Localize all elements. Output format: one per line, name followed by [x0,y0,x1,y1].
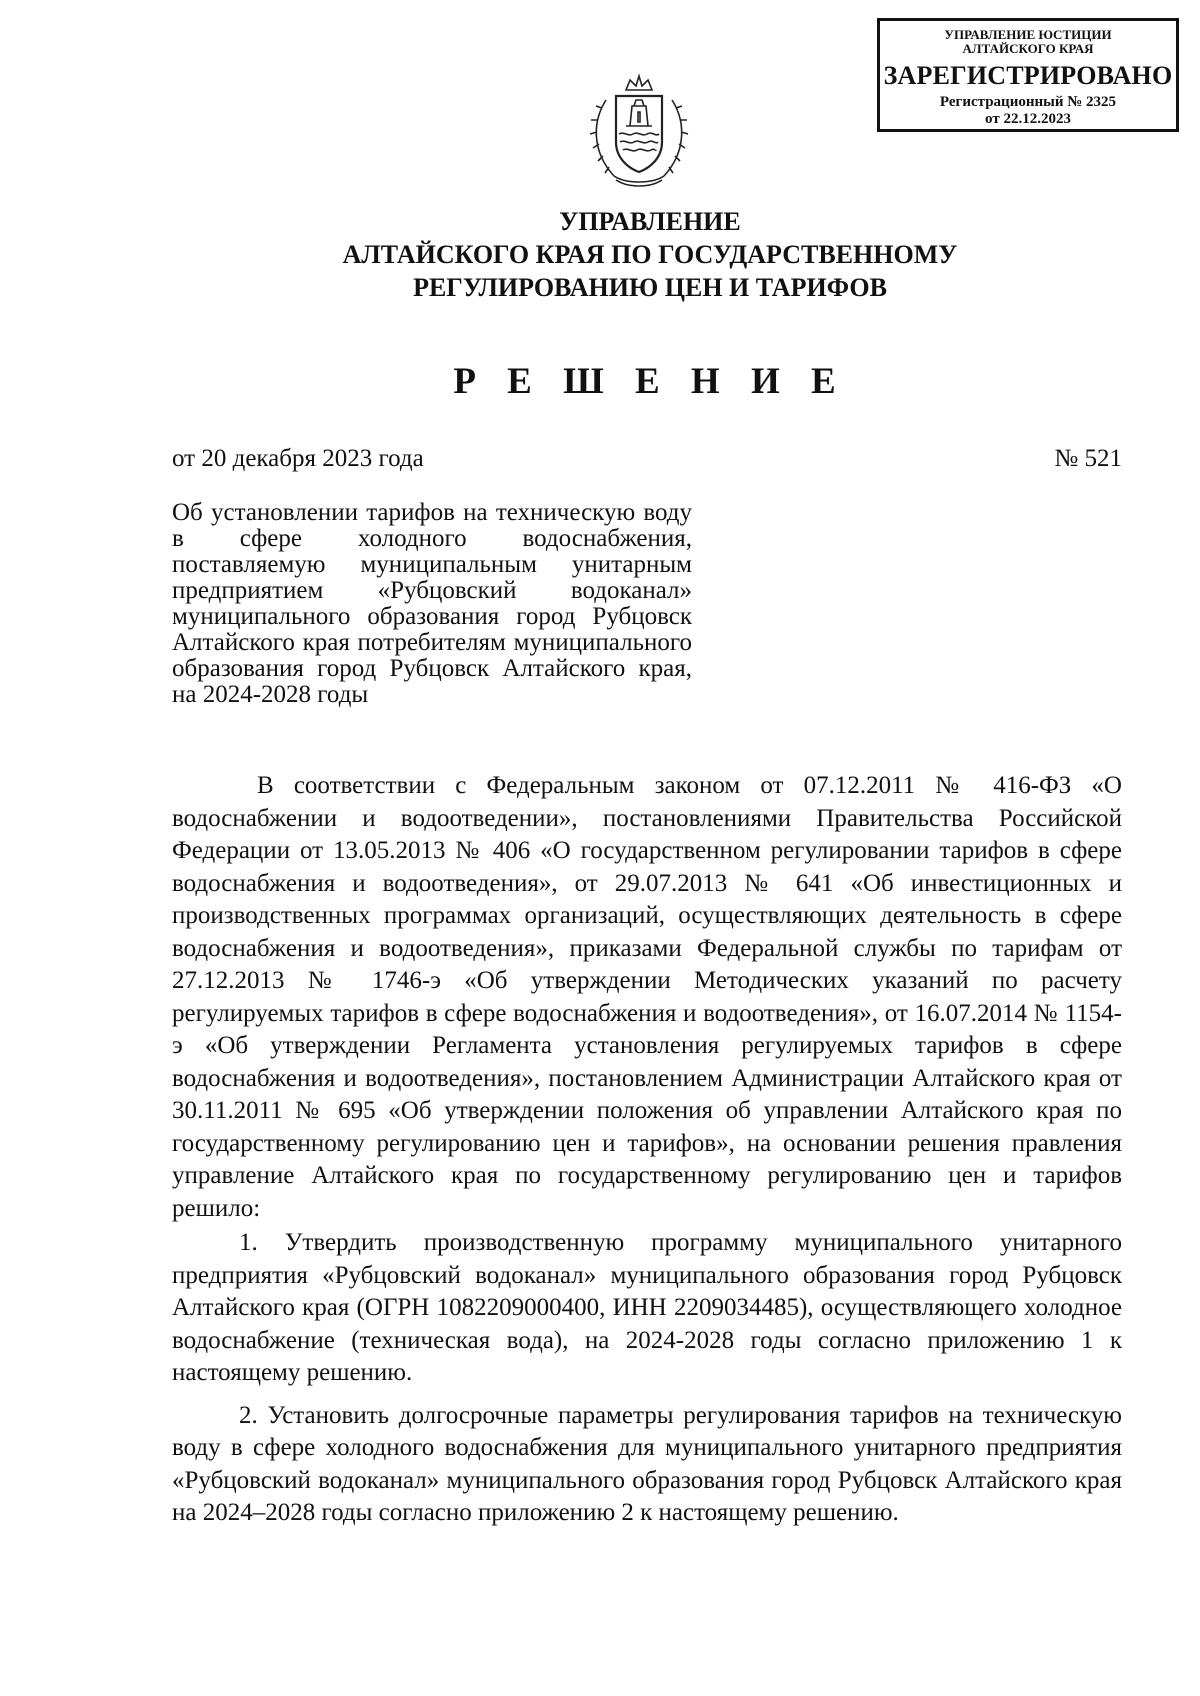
stamp-registration-number: Регистрационный № 2325 [939,94,1117,110]
document-number: № 521 [1054,445,1122,472]
registration-stamp [877,18,1179,132]
issuing-authority-header [200,205,1100,304]
resolution-item-1: 1. Утвердить производственную программу муниципального унитарного предприятия «Рубцовский водоканал» муниципального образования город Рубцовск Алтайского края (ОГРН 1082209000400, ИНН 2209034485), осуществляющего холодное водоснабжение (техническая вода), на 2024-2028 годы согласно приложению 1 к настоящему решению. [172,1229,1122,1386]
preamble-paragraph: В соответствии с Федеральным законом от 07.12.2011 № 416-ФЗ «О водоснабжении и водоотведении», постановлениями Правительства Российской Федерации от 13.05.2013 № 406 «О государственном регулировании тарифов в сфере водоснабжения и водоотведения», от 29.07.2013 № 641 «Об инвестиционных и производственных программах организаций, осуществляющих деятельность в сфере водоснабжения и водоотведения», приказами Федеральной службы по тарифам от 27.12.2013 № 1746-э «Об утверждении Методических указаний по расчету регулируемых тарифов в сфере водоснабжения и водоотведения», от 16.07.2014 № 1154-э «Об утверждении Регламента установления регулируемых тарифов в сфере водоснабжения и водоотведения», постановлением Администрации Алтайского края от 30.11.2011 № 695 «Об утверждении положения об управлении Алтайского края по государственному регулированию цен и тарифов», на основании решения правления управление Алтайского края по государственному регулированию цен и тарифов решило: [172,772,1122,1222]
header-line: УПРАВЛЕНИЕ [559,207,741,236]
stamp-organization: УПРАВЛЕНИЕ ЮСТИЦИИ АЛТАЙСКОГО КРАЯ [944,27,1112,56]
resolution-item-2: 2. Установить долгосрочные параметры регулирования тарифов на техническую воду в сфере холодного водоснабжения для муниципального унитарного предприятия «Рубцовский водоканал» муниципального образования город Рубцовск Алтайского края на 2024–2028 годы согласно приложению 2 к настоящему решению. [172,1401,1122,1526]
stamp-registration-date: от 22.12.2023 [985,111,1071,127]
document-body [172,770,1122,1530]
document-type-title: Р Е Ш Е Н И Е [453,361,847,402]
document-date: от 20 декабря 2023 года [172,445,424,472]
document-subject: Об установлении тарифов на техническую воду в сфере холодного водоснабжения, поставляемую муниципальным унитарным предприятием «Рубцовский водоканал» муниципального образования город Рубцовск Алтайского края потребителям муниципального образования город Рубцовск Алтайского края, на 2024-2028 годы [172,499,692,708]
stamp-status: ЗАРЕГИСТРИРОВАНО [883,61,1173,90]
header-line: РЕГУЛИРОВАНИЮ ЦЕН И ТАРИФОВ [413,273,887,302]
header-line: АЛТАЙСКОГО КРАЯ ПО ГОСУДАРСТВЕННОМУ [342,240,958,269]
coat-of-arms-icon [586,72,692,192]
